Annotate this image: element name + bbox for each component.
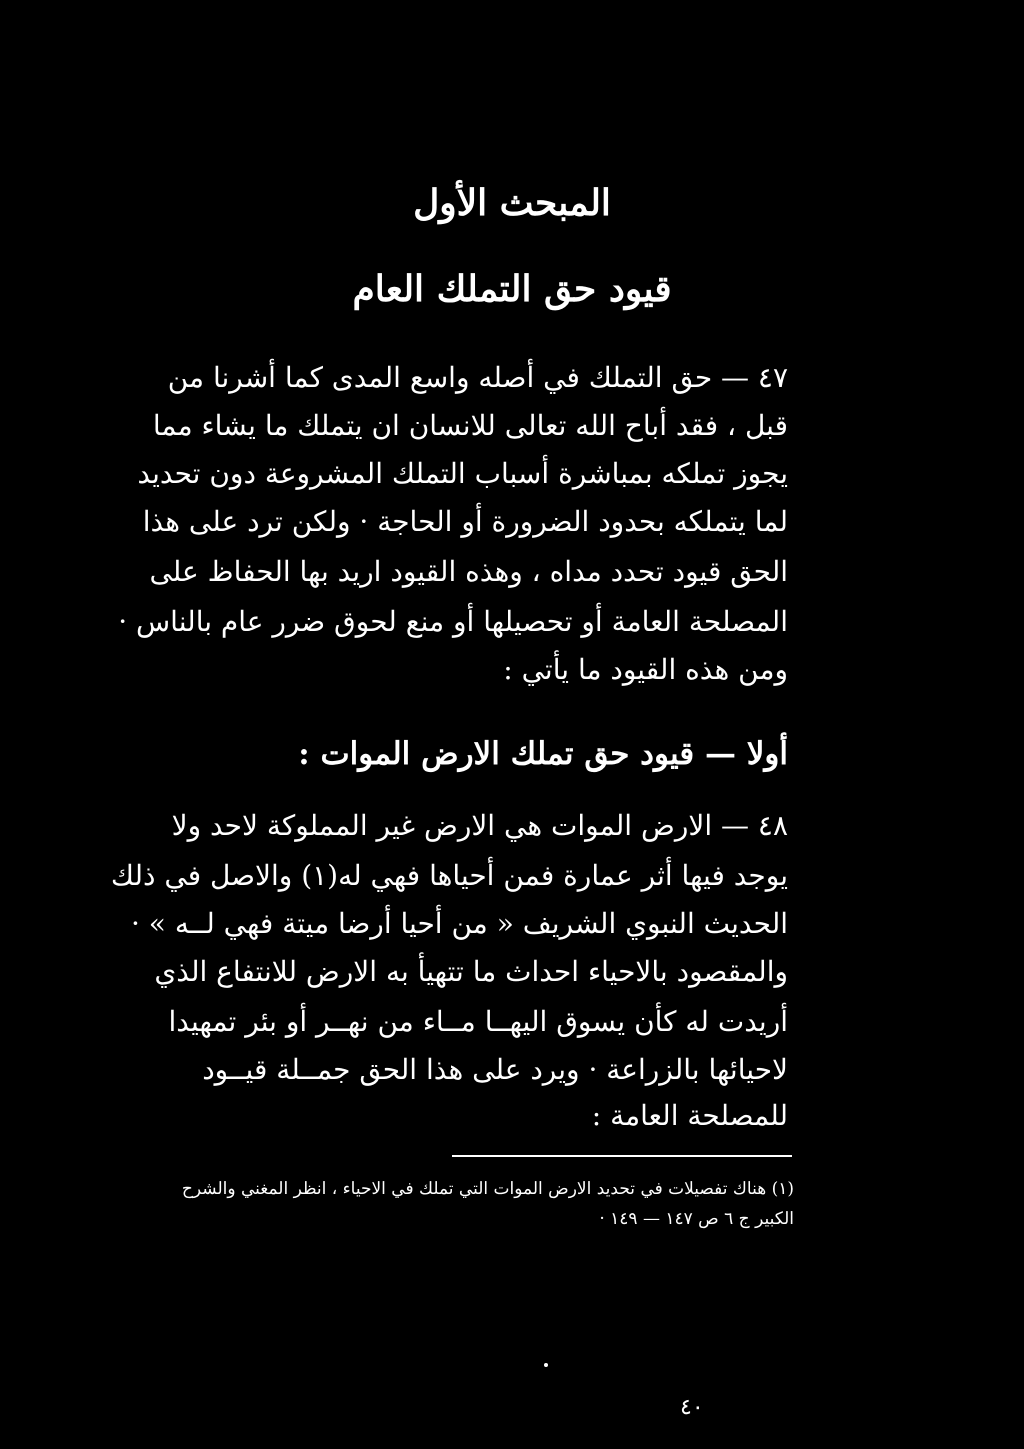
paragraph-line: لاحيائها بالزراعة · ويرد على هذا الحق جمــلة قيــود <box>202 1053 788 1086</box>
paragraph-line: للمصلحة العامة : <box>591 1099 788 1132</box>
paragraph-line: والمقصود بالاحياء احداث ما تتهيأ به الارض للانتفاع الذي <box>154 955 788 988</box>
paragraph-line: يجوز تملكه بمباشرة أسباب التملك المشروعة دون تحديد <box>137 457 788 490</box>
dot-mark <box>544 1363 548 1367</box>
paragraph-line: المصلحة العامة أو تحصيلها أو منع لحوق ضرر عام بالناس · <box>118 605 788 638</box>
paragraph-line: ٤٨ — الارض الموات هي الارض غير المملوكة لاحد ولا <box>171 809 788 842</box>
paragraph-line: ومن هذه القيود ما يأتي : <box>503 653 788 686</box>
paragraph-line: الحق قيود تحدد مداه ، وهذه القيود اريد بها الحفاظ على <box>149 555 788 588</box>
footnote-line: الكبير ج ٦ ص ١٤٧ — ١٤٩ · <box>599 1209 794 1229</box>
paragraph-line: أريدت له كأن يسوق اليهــا مــاء من نهــر أو بئر تمهيدا <box>168 1005 788 1038</box>
footnote-divider <box>452 1155 792 1157</box>
subheading: أولا — قيود حق تملك الارض الموات : <box>298 736 788 772</box>
paragraph-line: قبل ، فقد أباح الله تعالى للانسان ان يتملك ما يشاء مما <box>152 409 788 442</box>
paragraph-line: لما يتملكه بحدود الضرورة أو الحاجة · ولكن ترد على هذا <box>142 505 788 538</box>
footnote-line: (١) هناك تفصيلات في تحديد الارض الموات التي تملك في الاحياء ، انظر المغني والشرح <box>181 1179 794 1199</box>
page-number: ٤٠ <box>680 1395 704 1420</box>
paragraph-line: يوجد فيها أثر عمارة فمن أحياها فهي له(١) والاصل في ذلك <box>110 859 788 892</box>
chapter-title: المبحث الأول <box>413 182 611 224</box>
paragraph-line: ٤٧ — حق التملك في أصله واسع المدى كما أشرنا من <box>167 361 788 394</box>
section-title: قيود حق التملك العام <box>352 268 672 310</box>
paragraph-line: الحديث النبوي الشريف « من أحيا أرضا ميتة فهي لــه » · <box>130 907 788 940</box>
